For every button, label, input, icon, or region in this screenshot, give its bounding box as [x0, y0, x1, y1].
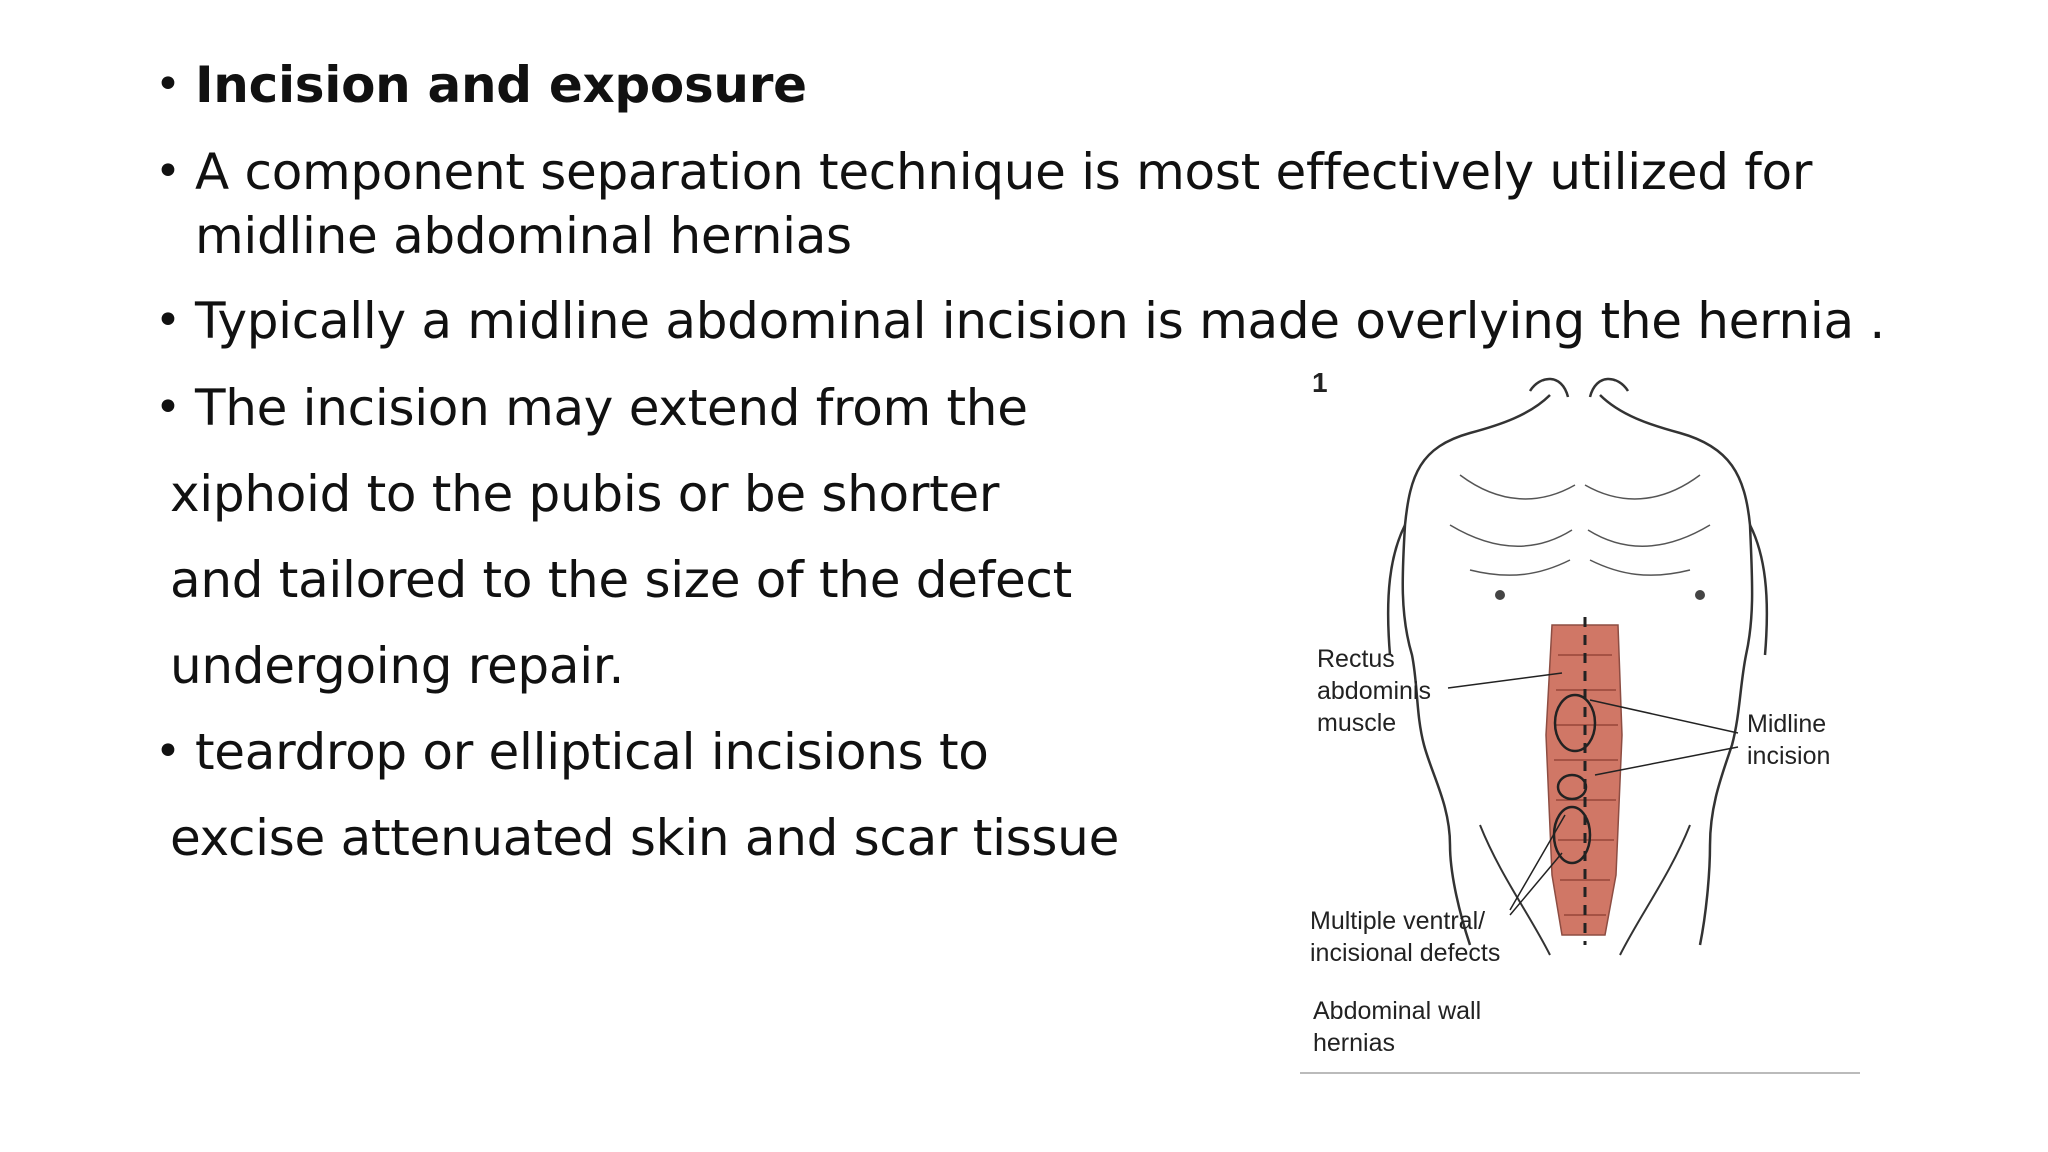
- bullet-marker: •: [155, 382, 181, 433]
- bullet-text-continuation: undergoing repair.: [170, 637, 625, 695]
- bullet-heading: Incision and exposure: [195, 56, 807, 114]
- bullet-marker: •: [155, 295, 181, 346]
- bullet-marker: •: [155, 146, 181, 197]
- figure-caption: Abdominal wall hernias: [1313, 997, 1482, 1057]
- bullet-text-continuation: xiphoid to the pubis or be shorter: [170, 465, 1000, 523]
- abdominal-wall-figure: [1300, 355, 1860, 1075]
- label-rectus-abdominis: Rectus abdominis muscle: [1317, 645, 1431, 737]
- bullet-text-continuation: excise attenuated skin and scar tissue: [170, 809, 1120, 867]
- bullet-text: The incision may extend from the: [195, 379, 1028, 437]
- leader-rectus: [1448, 673, 1562, 688]
- bullet-text-continuation: and tailored to the size of the defect: [170, 551, 1072, 609]
- label-midline-incision: Midline incision: [1747, 710, 1831, 770]
- pectoral-lines: [1450, 475, 1710, 575]
- bullet-text-continuation: midline abdominal hernias: [195, 207, 852, 265]
- bullet-marker: •: [155, 726, 181, 777]
- nipple-left: [1495, 590, 1505, 600]
- label-ventral-defects: Multiple ventral/ incisional defects: [1310, 907, 1501, 967]
- neck: [1530, 379, 1628, 397]
- bullet-text: A component separation technique is most effectively utilized for: [195, 143, 1813, 201]
- nipple-right: [1695, 590, 1705, 600]
- bullet-marker: •: [155, 59, 181, 110]
- figure-number: 1: [1312, 367, 1328, 398]
- bullet-text: Typically a midline abdominal incision is made overlying the hernia .: [195, 292, 1886, 350]
- bullet-text: teardrop or elliptical incisions to: [195, 723, 989, 781]
